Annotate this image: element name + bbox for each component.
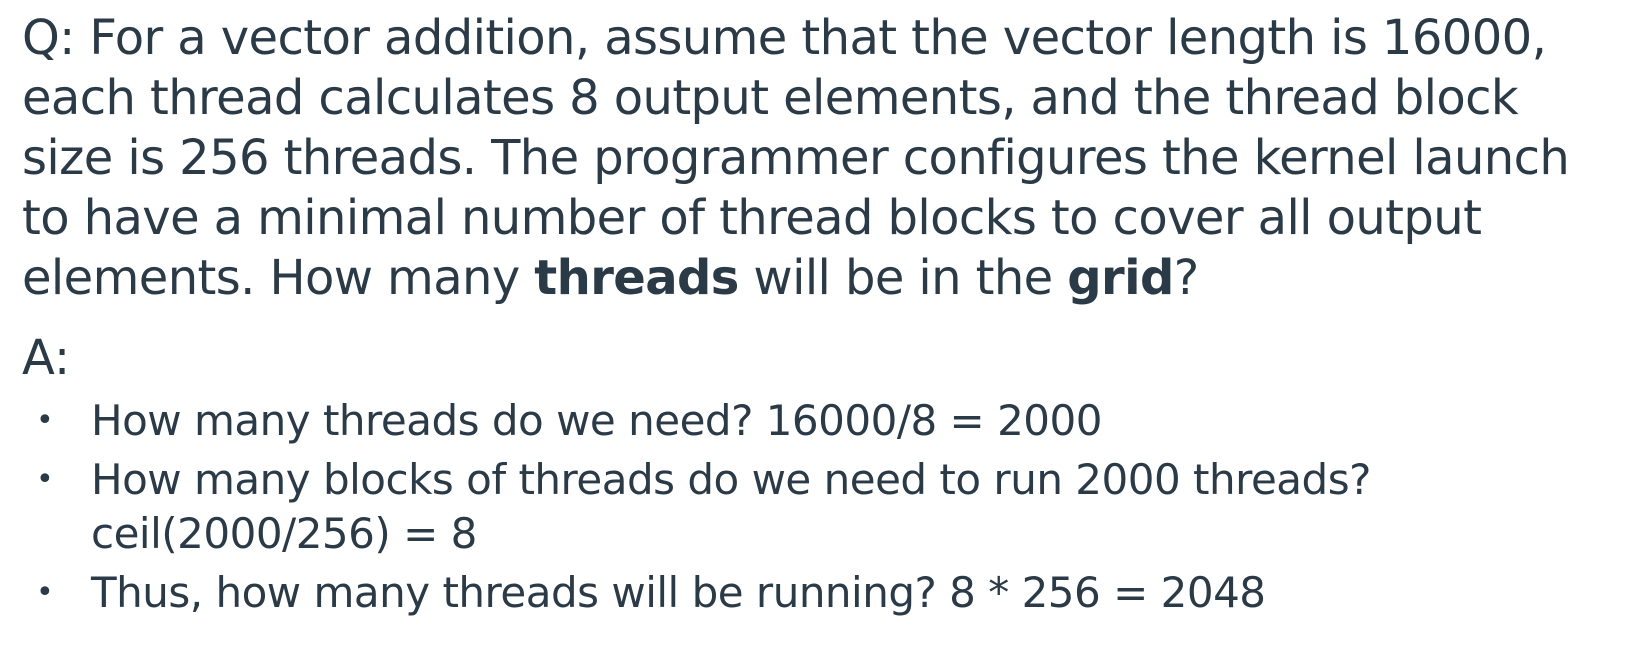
list-item	[22, 566, 1622, 620]
question-middle: will be in the	[738, 250, 1068, 306]
question-bold-grid: grid	[1067, 250, 1174, 306]
answer-bullet-list	[22, 394, 1622, 620]
bullet-dot-icon: •	[36, 575, 54, 610]
list-item	[22, 453, 1622, 561]
list-item	[22, 394, 1622, 448]
answer-label: A:	[22, 330, 71, 386]
bullet-line: How many blocks of threads do we need to run 2000 threads?	[91, 455, 1371, 504]
question-suffix: ?	[1173, 250, 1199, 306]
slide	[22, 8, 1622, 625]
bullet-line: How many threads do we need? 16000/8 = 2000	[91, 396, 1102, 445]
bullet-dot-icon: •	[36, 462, 54, 497]
question-text	[22, 8, 1622, 308]
bullet-line: Thus, how many threads will be running? 8 * 256 = 2048	[91, 568, 1266, 617]
bullet-dot-icon: •	[36, 403, 54, 438]
bullet-line-continuation: ceil(2000/256) = 8	[91, 509, 477, 558]
question-prefix: Q: For a vector addition, assume that the vector length is 16000, each thread calculates 8 output elements, and the thread block size is 256 threads. The programmer configures the kernel launch to have a minimal number of thread blocks to cover all output elements. How many	[22, 10, 1570, 306]
question-bold-threads: threads	[534, 250, 739, 306]
